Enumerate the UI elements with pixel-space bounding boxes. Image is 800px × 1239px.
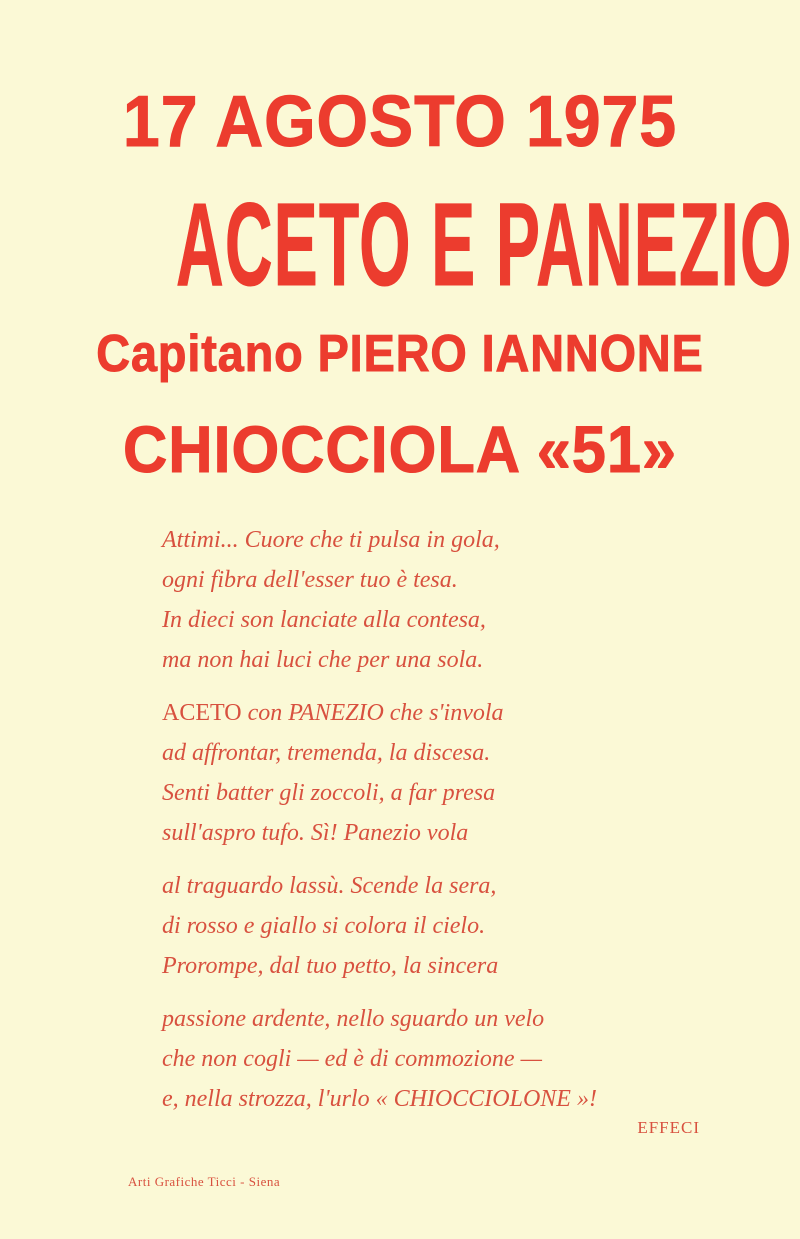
poem-line: Senti batter gli zoccoli, a far presa [162,780,496,806]
poem-line: al traguardo lassù. Scende la sera, [162,873,497,899]
poem-stanza [162,520,722,680]
poem-line: di rosso e giallo si colora il cielo. [162,913,486,939]
poem-line: Attimi... Cuore che ti pulsa in gola, [162,527,500,553]
poster-date: 17 AGOSTO 1975 [122,82,678,162]
poem-first-word: ACETO [162,700,242,726]
poem-line: sull'aspro tufo. Sì! Panezio vola [162,820,469,846]
poem-line: che non cogli — ed è di commozione — [162,1046,542,1072]
poem-stanza [162,866,722,986]
printer-credit: Arti Grafiche Ticci - Siena [128,1174,281,1189]
poster-horse-jockey: ACETO E PANEZIO [176,179,793,311]
poem-signature: EFFECI [637,1118,700,1137]
poem-line: ogni fibra dell'esser tuo è tesa. [162,567,458,593]
poem-stanza [162,693,722,853]
poem-line: passione ardente, nello sguardo un velo [162,1006,545,1032]
poster-contrada: CHIOCCIOLA «51» [122,412,677,486]
poem-line: Prorompe, dal tuo petto, la sincera [162,953,499,979]
poem-line: In dieci son lanciate alla contesa, [162,607,486,633]
poster-captain: Capitano PIERO IANNONE [96,325,704,383]
poem-line: ma non hai luci che per una sola. [162,647,484,673]
poem-stanza [162,999,722,1119]
poem-line: ad affrontar, tremenda, la discesa. [162,740,491,766]
poem-line-rest: con PANEZIO che s'invola [247,700,504,726]
poem-line: e, nella strozza, l'urlo « CHIOCCIOLONE »! [162,1086,597,1112]
poem-line [162,693,722,733]
poem [162,520,722,1132]
